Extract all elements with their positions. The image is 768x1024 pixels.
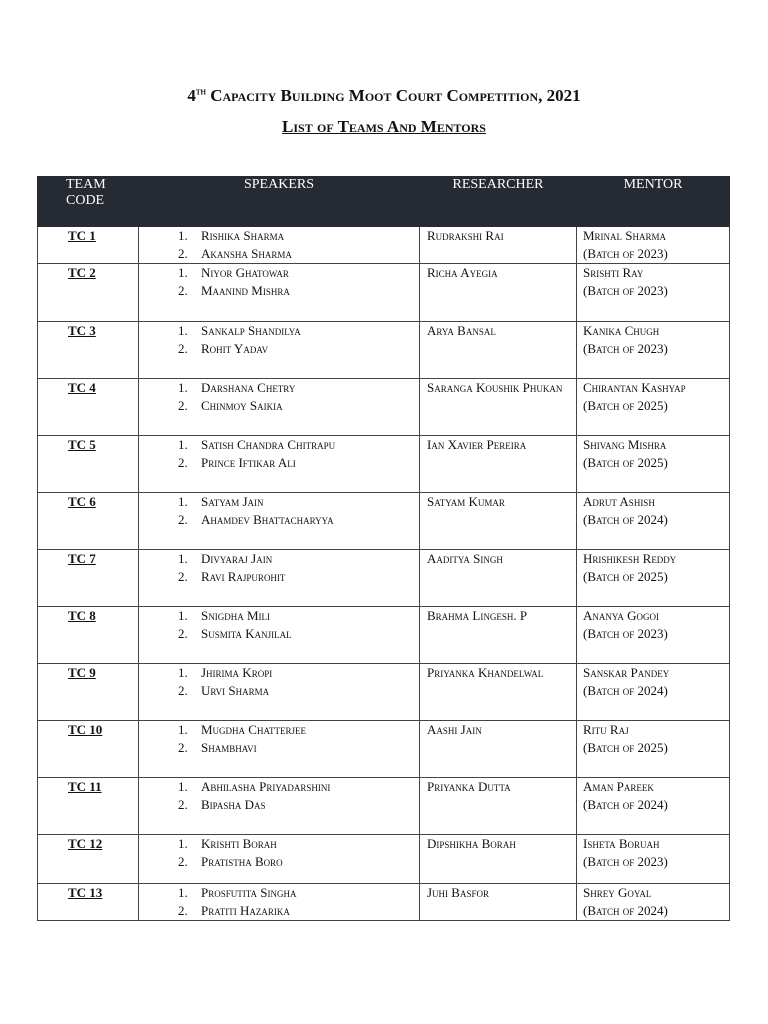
header-mentor-label: MENTOR xyxy=(623,177,683,192)
table-row xyxy=(38,227,730,264)
speakers-list xyxy=(139,884,419,920)
mentor-cell xyxy=(577,264,730,322)
mentor-cell xyxy=(577,607,730,664)
mentor-cell xyxy=(577,664,730,721)
researcher-cell: Priyanka Dutta xyxy=(420,778,577,835)
speaker-item: 2. Pratistha Boro xyxy=(191,853,419,871)
speaker-item: 1. Sankalp Shandilya xyxy=(191,322,419,340)
speaker-item: 2. Chinmoy Saikia xyxy=(191,397,419,415)
speaker-item: 1. Satyam Jain xyxy=(191,493,419,511)
team-code-cell: TC 6 xyxy=(38,493,139,550)
mentor-cell xyxy=(577,493,730,550)
team-code-cell: TC 12 xyxy=(38,835,139,884)
researcher-cell: Juhi Basfor xyxy=(420,884,577,921)
speaker-item: 2. Bipasha Das xyxy=(191,796,419,814)
mentor-batch: (Batch of 2023) xyxy=(583,246,668,261)
speaker-item: 1. Abhilasha Priyadarshini xyxy=(191,778,419,796)
mentor-batch: (Batch of 2023) xyxy=(583,626,668,641)
speakers-list xyxy=(139,835,419,871)
speakers-list xyxy=(139,227,419,263)
researcher-cell: Aaditya Singh xyxy=(420,550,577,607)
table-row xyxy=(38,264,730,322)
speakers-cell xyxy=(139,835,420,884)
mentor-cell xyxy=(577,778,730,835)
speakers-list xyxy=(139,264,419,300)
speaker-item: 1. Prosfutita Singha xyxy=(191,884,419,902)
mentor-cell xyxy=(577,436,730,493)
table-row xyxy=(38,379,730,436)
team-code-cell: TC 11 xyxy=(38,778,139,835)
speakers-list xyxy=(139,607,419,643)
header-team-code-line2: CODE xyxy=(66,193,105,208)
speakers-cell xyxy=(139,493,420,550)
table-row xyxy=(38,436,730,493)
header-team-code xyxy=(38,177,139,227)
researcher-cell: Brahma Lingesh. P xyxy=(420,607,577,664)
speakers-cell xyxy=(139,436,420,493)
team-code-cell: TC 4 xyxy=(38,379,139,436)
speaker-item: 2. Maanind Mishra xyxy=(191,282,419,300)
speaker-item: 1. Satish Chandra Chitrapu xyxy=(191,436,419,454)
mentor-name: Isheta Boruah xyxy=(583,836,660,851)
speaker-item: 1. Niyor Ghatowar xyxy=(191,264,419,282)
speakers-cell xyxy=(139,778,420,835)
speaker-item: 1. Divyaraj Jain xyxy=(191,550,419,568)
mentor-name: Mrinal Sharma xyxy=(583,228,667,243)
speakers-list xyxy=(139,664,419,700)
speaker-item: 2. Pratiti Hazarika xyxy=(191,902,419,920)
table-row xyxy=(38,721,730,778)
mentor-cell xyxy=(577,550,730,607)
header-speakers-label: SPEAKERS xyxy=(243,177,315,192)
table-row xyxy=(38,607,730,664)
table-row xyxy=(38,778,730,835)
mentor-cell xyxy=(577,835,730,884)
table-row xyxy=(38,664,730,721)
mentor-cell xyxy=(577,227,730,264)
mentor-cell xyxy=(577,322,730,379)
header-mentor xyxy=(577,177,730,227)
speaker-item: 1. Jhirima Kropi xyxy=(191,664,419,682)
speaker-item: 2. Prince Iftikar Ali xyxy=(191,454,419,472)
researcher-cell: Richa Ayegia xyxy=(420,264,577,322)
team-code-cell: TC 2 xyxy=(38,264,139,322)
header-team-code-line1: TEAM xyxy=(66,177,106,192)
table-row xyxy=(38,493,730,550)
speakers-cell xyxy=(139,884,420,921)
title-ordinal: 4 xyxy=(187,86,196,105)
mentor-cell xyxy=(577,884,730,921)
mentor-batch: (Batch of 2024) xyxy=(583,903,668,918)
mentor-batch: (Batch of 2024) xyxy=(583,683,668,698)
table-header-row xyxy=(38,177,730,227)
speakers-list xyxy=(139,721,419,757)
speaker-item: 1. Mugdha Chatterjee xyxy=(191,721,419,739)
researcher-cell: Rudrakshi Rai xyxy=(420,227,577,264)
table-row xyxy=(38,322,730,379)
team-code-cell: TC 10 xyxy=(38,721,139,778)
speaker-item: 2. Urvi Sharma xyxy=(191,682,419,700)
speakers-cell xyxy=(139,664,420,721)
speaker-item: 2. Ravi Rajpurohit xyxy=(191,568,419,586)
header-researcher xyxy=(420,177,577,227)
mentor-batch: (Batch of 2025) xyxy=(583,455,668,470)
mentor-name: Shrey Goyal xyxy=(583,885,652,900)
team-code-cell: TC 13 xyxy=(38,884,139,921)
mentor-batch: (Batch of 2024) xyxy=(583,512,668,527)
researcher-cell: Dipshikha Borah xyxy=(420,835,577,884)
header-speakers xyxy=(139,177,420,227)
table-row xyxy=(38,884,730,921)
mentor-name: Chirantan Kashyap xyxy=(583,380,686,395)
mentor-cell xyxy=(577,721,730,778)
document-title xyxy=(0,86,768,106)
researcher-cell: Priyanka Khandelwal xyxy=(420,664,577,721)
mentor-name: Shivang Mishra xyxy=(583,437,667,452)
header-researcher-label: RESEARCHER xyxy=(452,177,544,192)
mentor-batch: (Batch of 2023) xyxy=(583,341,668,356)
speaker-item: 2. Susmita Kanjilal xyxy=(191,625,419,643)
mentor-batch: (Batch of 2024) xyxy=(583,797,668,812)
team-code-cell: TC 3 xyxy=(38,322,139,379)
mentor-name: Aman Pareek xyxy=(583,779,654,794)
speakers-cell xyxy=(139,550,420,607)
speakers-list xyxy=(139,550,419,586)
document-subtitle: List of Teams And Mentors xyxy=(282,117,486,136)
team-code-cell: TC 8 xyxy=(38,607,139,664)
mentor-name: Hrishikesh Reddy xyxy=(583,551,677,566)
mentor-name: Ritu Raj xyxy=(583,722,629,737)
researcher-cell: Satyam Kumar xyxy=(420,493,577,550)
mentor-batch: (Batch of 2025) xyxy=(583,740,668,755)
title-superscript: th xyxy=(195,86,206,98)
team-code-cell: TC 9 xyxy=(38,664,139,721)
table-row xyxy=(38,835,730,884)
speaker-item: 1. Snigdha Mili xyxy=(191,607,419,625)
mentor-cell xyxy=(577,379,730,436)
speakers-cell xyxy=(139,227,420,264)
speakers-list xyxy=(139,778,419,814)
speaker-item: 2. Shambhavi xyxy=(191,739,419,757)
researcher-cell: Saranga Koushik Phukan xyxy=(420,379,577,436)
team-code-cell: TC 1 xyxy=(38,227,139,264)
speaker-item: 2. Ahamdev Bhattacharyya xyxy=(191,511,419,529)
mentor-batch: (Batch of 2023) xyxy=(583,854,668,869)
mentor-name: Ananya Gogoi xyxy=(583,608,660,623)
researcher-cell: Arya Bansal xyxy=(420,322,577,379)
speaker-item: 1. Rishika Sharma xyxy=(191,227,419,245)
teams-table xyxy=(37,176,730,921)
mentor-batch: (Batch of 2023) xyxy=(583,283,668,298)
speakers-cell xyxy=(139,607,420,664)
mentor-name: Kanika Chugh xyxy=(583,323,660,338)
speakers-list xyxy=(139,436,419,472)
speaker-item: 1. Darshana Chetry xyxy=(191,379,419,397)
table-row xyxy=(38,550,730,607)
mentor-batch: (Batch of 2025) xyxy=(583,398,668,413)
speaker-item: 2. Rohit Yadav xyxy=(191,340,419,358)
speakers-cell xyxy=(139,721,420,778)
team-code-cell: TC 5 xyxy=(38,436,139,493)
researcher-cell: Aashi Jain xyxy=(420,721,577,778)
speakers-list xyxy=(139,322,419,358)
speakers-list xyxy=(139,493,419,529)
table-body xyxy=(38,227,730,921)
speaker-item: 1. Krishti Borah xyxy=(191,835,419,853)
mentor-name: Sanskar Pandey xyxy=(583,665,670,680)
mentor-batch: (Batch of 2025) xyxy=(583,569,668,584)
speakers-cell xyxy=(139,379,420,436)
researcher-cell: Ian Xavier Pereira xyxy=(420,436,577,493)
title-text: Capacity Building Moot Court Competition, 2021 xyxy=(210,86,581,105)
speaker-item: 2. Akansha Sharma xyxy=(191,245,419,263)
speakers-cell xyxy=(139,264,420,322)
mentor-name: Srishti Ray xyxy=(583,265,644,280)
speakers-cell xyxy=(139,322,420,379)
team-code-cell: TC 7 xyxy=(38,550,139,607)
speakers-list xyxy=(139,379,419,415)
mentor-name: Adrut Ashish xyxy=(583,494,655,509)
